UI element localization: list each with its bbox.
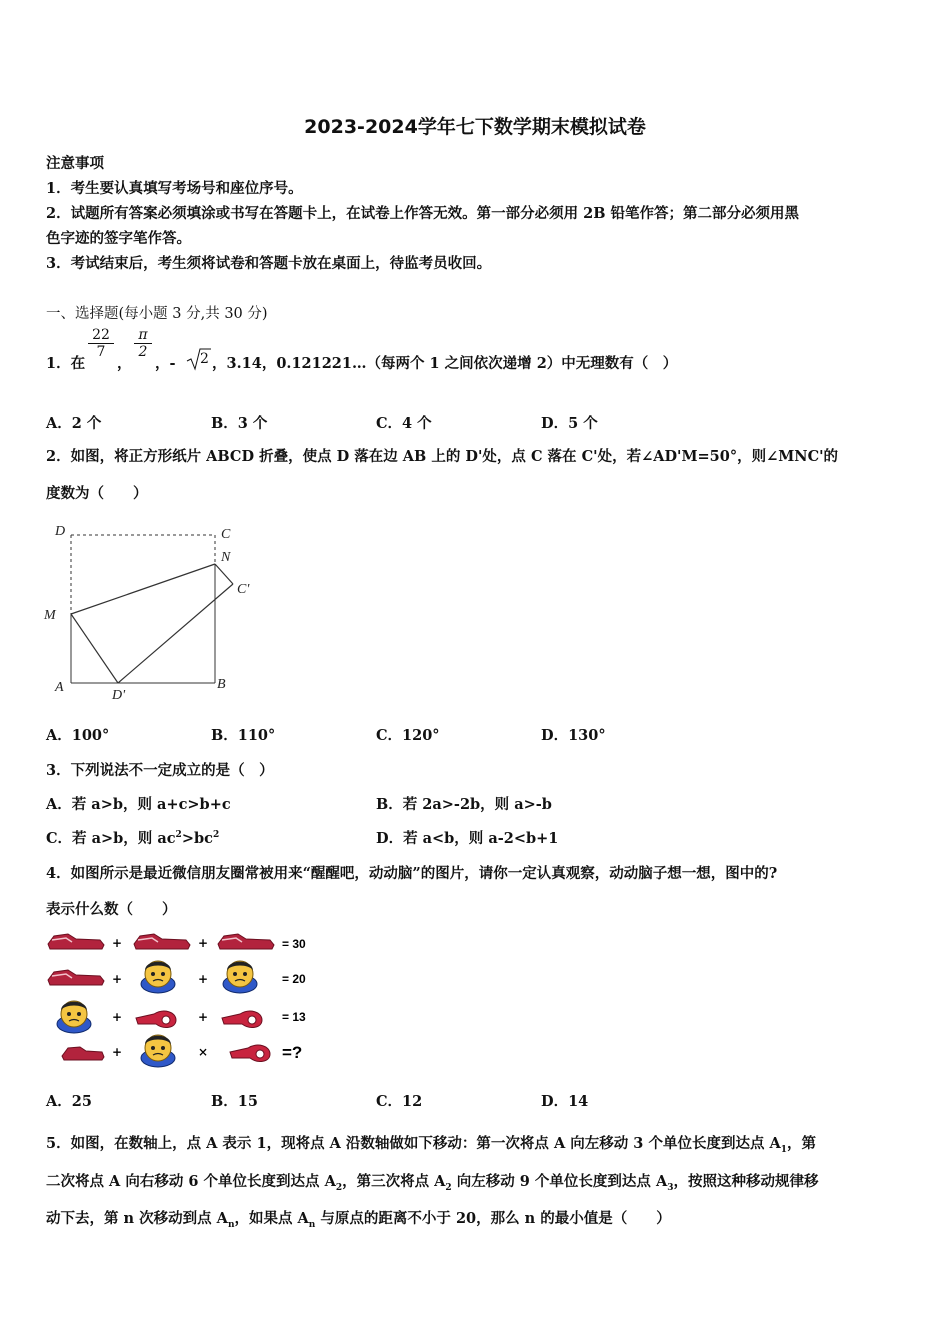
q5-l3b: ，如果点 A bbox=[234, 1210, 309, 1227]
q1-frac2-num: π bbox=[134, 327, 152, 344]
q1-option-d: D．5 个 bbox=[541, 415, 598, 432]
q5-l2c: 向左移动 9 个单位长度到达点 A bbox=[451, 1173, 668, 1190]
plus-op: + bbox=[198, 936, 209, 950]
segment-md-prime bbox=[71, 614, 118, 683]
q1-frac2-den: 2 bbox=[138, 344, 148, 360]
page-title: 2023-2024学年七下数学期末模拟试卷 bbox=[304, 116, 646, 138]
q5-stem-line1 bbox=[46, 1132, 816, 1155]
shoes-icon bbox=[218, 934, 274, 949]
q4-option-b: B．15 bbox=[211, 1093, 258, 1110]
q5-l1a: 5．如图，在数轴上，点 A 表示 1，现将点 A 沿数轴做如下移动：第一次将点 A 向左移动 3 个单位长度到达点 A bbox=[46, 1135, 781, 1152]
segment-d-prime-c-prime bbox=[118, 584, 233, 683]
plus-op: + bbox=[112, 1045, 123, 1059]
label-b: B bbox=[217, 677, 226, 692]
cartoon-kid-icon bbox=[223, 961, 257, 993]
label-n: N bbox=[221, 550, 231, 565]
q3-option-a: A．若 a>b，则 a+c>b+c bbox=[46, 796, 231, 813]
q2-option-b: B．110° bbox=[211, 727, 276, 744]
q4-option-c: C．12 bbox=[376, 1093, 423, 1110]
q3-optc-mid: >bc bbox=[181, 830, 213, 847]
q5-l1-sub: 1 bbox=[780, 1144, 788, 1155]
q5-l3-sub2: n bbox=[308, 1219, 316, 1230]
label-c: C bbox=[221, 527, 231, 542]
q2-square-fold-diagram bbox=[40, 518, 265, 708]
notice-item-2-cont: 色字迹的签字笔作答。 bbox=[46, 230, 191, 247]
q3-option-c bbox=[46, 827, 219, 848]
q1-frac1-num: 22 bbox=[88, 327, 114, 344]
notice-item-1: 1．考生要认真填写考场号和座位序号。 bbox=[46, 180, 303, 197]
shoes-icon bbox=[48, 934, 104, 949]
label-d-prime: D' bbox=[112, 688, 126, 703]
q3-option-b: B．若 2a>-2b，则 a>-b bbox=[376, 796, 552, 813]
q5-l3c: 与原点的距离不小于 20，那么 n 的最小值是（ ） bbox=[315, 1210, 671, 1227]
label-m: M bbox=[44, 608, 56, 623]
q1-sqrt bbox=[186, 346, 212, 376]
q5-l2a: 二次将点 A 向右移动 6 个单位长度到达点 A bbox=[46, 1173, 336, 1190]
q4-option-a: A．25 bbox=[46, 1093, 92, 1110]
q4-stem-line2: 表示什么数（ ） bbox=[46, 901, 177, 918]
shoes-icon bbox=[48, 970, 104, 985]
section-heading: 一、选择题(每小题 3 分,共 30 分) bbox=[46, 306, 268, 322]
q2-option-a: A．100° bbox=[46, 727, 110, 744]
whistle-icon bbox=[222, 1011, 262, 1027]
label-d: D bbox=[55, 524, 66, 539]
q5-l2-sub1: 2 bbox=[335, 1182, 343, 1193]
notice-item-3: 3．考试结束后，考生须将试卷和答题卡放在桌面上，待监考员收回。 bbox=[46, 255, 492, 272]
q4-stem-line1: 4．如图所示是最近微信朋友圈常被用来“醒醒吧，动动脑”的图片，请你一定认真观察，动动脑子想一想，图中的? bbox=[46, 865, 778, 882]
q5-l2-sub3: 3 bbox=[667, 1182, 674, 1193]
q5-stem-line2 bbox=[46, 1170, 818, 1193]
plus-op: + bbox=[112, 972, 123, 986]
notice-heading: 注意事项 bbox=[46, 155, 104, 172]
q1-sqrt-value: 2 bbox=[200, 351, 209, 367]
q3-option-d: D．若 a<b，则 a-2<b+1 bbox=[376, 830, 559, 847]
label-a: A bbox=[55, 680, 64, 695]
q1-option-c: C．4 个 bbox=[376, 415, 432, 432]
q5-l3a: 动下去，第 n 次移动到点 A bbox=[46, 1210, 228, 1227]
plus-op: + bbox=[112, 936, 123, 950]
q3-optc-sup1: 2 bbox=[175, 830, 182, 841]
plus-op: + bbox=[198, 972, 209, 986]
q5-l2d: ，按照这种移动规律移 bbox=[673, 1173, 819, 1190]
whistle-icon bbox=[230, 1045, 270, 1061]
q2-stem-line1: 2．如图，将正方形纸片 ABCD 折叠，使点 D 落在边 AB 上的 D'处，点 C 落在 C'处，若∠AD'M=50°，则∠MNC'的 bbox=[46, 448, 839, 465]
q2-option-d: D．130° bbox=[541, 727, 606, 744]
q5-l1b: ，第 bbox=[787, 1135, 817, 1152]
q3-optc-pre: C．若 a>b，则 ac bbox=[46, 830, 176, 847]
cartoon-kid-icon bbox=[57, 1001, 91, 1033]
plus-op: + bbox=[198, 1010, 209, 1024]
q5-l2-sub2: 2 bbox=[445, 1182, 452, 1193]
q4-puzzle-image bbox=[46, 928, 336, 1076]
result-row-3: = 13 bbox=[282, 1010, 306, 1024]
fold-line-mn bbox=[71, 564, 215, 614]
notice-item-2: 2．试题所有答案必须填涂或书写在答题卡上，在试卷上作答无效。第一部分必须用 2B 铅笔作答；第二部分必须用黑 bbox=[46, 205, 800, 222]
q1-frac1-den: 7 bbox=[96, 344, 106, 360]
result-row-4: =? bbox=[282, 1043, 303, 1062]
q1-sep1: ， bbox=[117, 355, 132, 372]
q3-optc-sup2: 2 bbox=[212, 830, 220, 841]
label-c-prime: C' bbox=[237, 582, 250, 597]
q5-l2b: ，第三次将点 A bbox=[342, 1173, 446, 1190]
shoes-icon bbox=[134, 934, 190, 949]
times-op: × bbox=[198, 1045, 209, 1059]
q1-fraction-22-7 bbox=[88, 327, 114, 360]
q1-option-b: B．3 个 bbox=[211, 415, 268, 432]
cartoon-kid-icon bbox=[141, 961, 175, 993]
q5-stem-line3 bbox=[46, 1207, 671, 1230]
segment-c-prime-n bbox=[215, 564, 233, 584]
whistle-icon bbox=[136, 1011, 176, 1027]
q1-prefix: 1．在 bbox=[46, 355, 86, 372]
q1-rest: ，3.14，0.121221…（每两个 1 之间依次递增 2）中无理数有（ ） bbox=[212, 355, 678, 372]
q1-sep2: ，- bbox=[155, 355, 176, 372]
q1-fraction-pi-2 bbox=[134, 327, 152, 360]
q4-option-d: D．14 bbox=[541, 1093, 589, 1110]
result-row-1: = 30 bbox=[282, 937, 306, 951]
shoe-icon bbox=[62, 1047, 104, 1060]
q3-stem: 3．下列说法不一定成立的是（ ） bbox=[46, 762, 274, 779]
q5-l3-sub1: n bbox=[227, 1219, 235, 1230]
q2-option-c: C．120° bbox=[376, 727, 440, 744]
result-row-2: = 20 bbox=[282, 972, 306, 986]
q1-option-a: A．2 个 bbox=[46, 415, 102, 432]
cartoon-kid-icon bbox=[141, 1035, 175, 1067]
plus-op: + bbox=[112, 1010, 123, 1024]
q2-stem-line2: 度数为（ ） bbox=[46, 485, 148, 502]
